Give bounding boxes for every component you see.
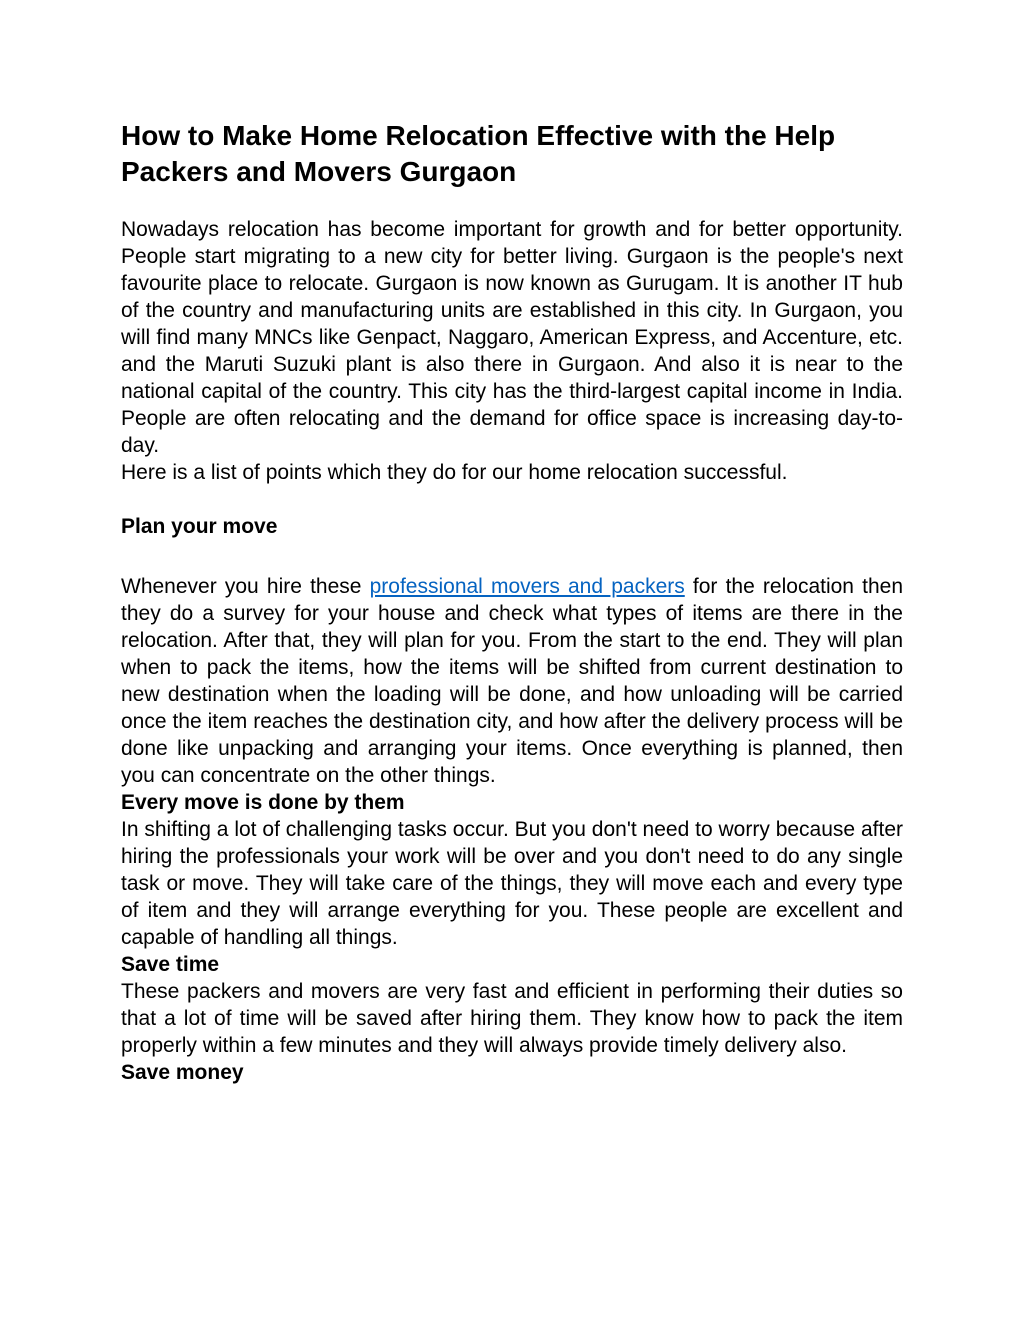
section-heading-save-time: Save time (121, 953, 220, 976)
section-paragraph-plan-your-move (121, 573, 903, 789)
list-intro-paragraph: Here is a list of points which they do for our home relocation successful. (121, 461, 788, 484)
section-paragraph-every-move: In shifting a lot of challenging tasks occur. But you don't need to worry because after hiring the professionals your work will be over and you don't need to do any single task or move. They will take care of the things, they will move each and every type of item and they will arrange everything for you. These people are excellent and capable of handling all things. (121, 818, 903, 949)
document-page (121, 118, 903, 1086)
section-heading-plan-your-move: Plan your move (121, 515, 278, 538)
section-paragraph-save-time: These packers and movers are very fast and efficient in performing their duties so that a lot of time will be saved after hiring them. They know how to pack the item properly within a few minutes and they will always provide timely delivery also. (121, 980, 903, 1057)
section-heading-save-money: Save money (121, 1061, 244, 1084)
paragraph-text-before-link: Whenever you hire these (121, 575, 370, 598)
paragraph-text-after-link: for the relocation then they do a survey for your house and check what types of items are there in the relocation. After that, they will plan for you. From the start to the end. They will plan when to pack the items, how the items will be shifted from current destination to new destination when the loading will be done, and how unloading will be carried once the item reaches the destination city, and how after the delivery process will be done like unpacking and arranging your items. Once everything is planned, then you can concentrate on the other things. (121, 575, 904, 787)
section-heading-every-move: Every move is done by them (121, 791, 405, 814)
intro-paragraph: Nowadays relocation has become important for growth and for better opportunity. People start migrating to a new city for better living. Gurgaon is the people's next favourite place to relocate. Gurgaon is now known as Gurugam. It is another IT hub of the country and manufacturing units are established in this city. In Gurgaon, you will find many MNCs like Genpact, Naggaro, American Express, and Accenture, etc. and the Maruti Suzuki plant is also there in Gurgaon. And also it is near to the national capital of the country. This city has the third-largest capital income in India. People are often relocating and the demand for office space is increasing day-to-day. (121, 218, 903, 457)
document-title: How to Make Home Relocation Effective with the Help Packers and Movers Gurgaon (121, 120, 836, 187)
professional-movers-link[interactable]: professional movers and packers (369, 575, 685, 598)
